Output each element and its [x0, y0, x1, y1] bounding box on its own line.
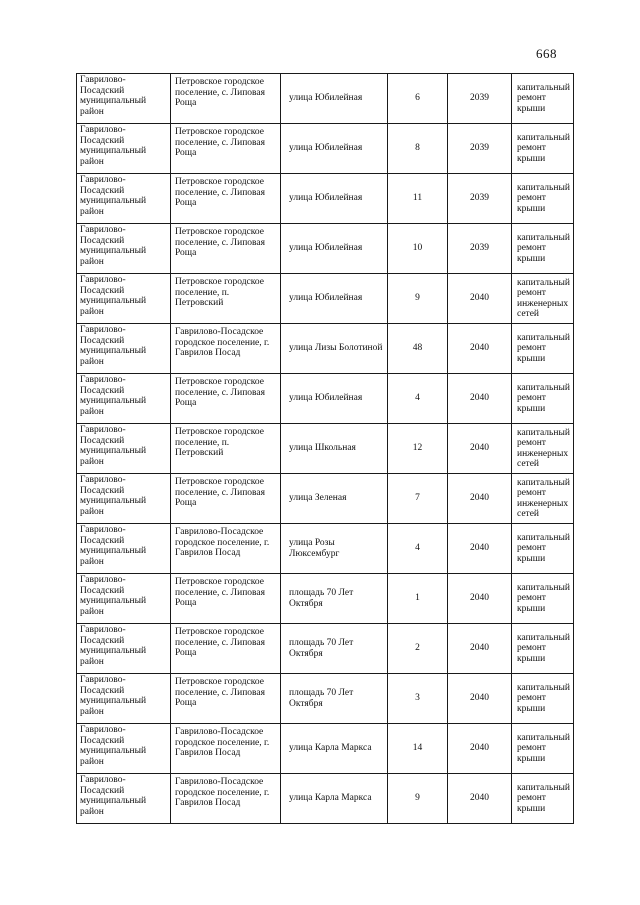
house-number-cell: 14 [388, 724, 448, 774]
district-cell: Гаврилово-Посадский муниципальный район [77, 424, 171, 474]
settlement-cell: Петровское городское поселение, с. Липовая Роща [171, 624, 281, 674]
house-number-cell: 4 [388, 374, 448, 424]
district-cell: Гаврилово-Посадский муниципальный район [77, 324, 171, 374]
district-cell: Гаврилово-Посадский муниципальный район [77, 574, 171, 624]
street-cell: улица Юбилейная [281, 174, 388, 224]
settlement-cell: Гаврилово-Посадское городское поселение, г. Гаврилов Посад [171, 724, 281, 774]
district-cell: Гаврилово-Посадский муниципальный район [77, 774, 171, 824]
street-cell: площадь 70 Лет Октября [281, 674, 388, 724]
settlement-cell: Петровское городское поселение, с. Липовая Роща [171, 124, 281, 174]
house-number-cell: 8 [388, 124, 448, 174]
year-cell: 2040 [448, 524, 512, 574]
house-number-cell: 48 [388, 324, 448, 374]
work-type-cell: капитальный ремонт крыши [512, 224, 574, 274]
work-type-cell: капитальный ремонт крыши [512, 724, 574, 774]
settlement-cell: Петровское городское поселение, с. Липовая Роща [171, 374, 281, 424]
table-row [77, 374, 574, 424]
year-cell: 2040 [448, 574, 512, 624]
settlement-cell: Гаврилово-Посадское городское поселение, г. Гаврилов Посад [171, 524, 281, 574]
work-type-cell: капитальный ремонт крыши [512, 324, 574, 374]
year-cell: 2040 [448, 374, 512, 424]
district-cell: Гаврилово-Посадский муниципальный район [77, 624, 171, 674]
work-type-cell: капитальный ремонт крыши [512, 524, 574, 574]
house-number-cell: 3 [388, 674, 448, 724]
table-row [77, 774, 574, 824]
housing-repair-table [76, 73, 574, 824]
table-row [77, 624, 574, 674]
house-number-cell: 12 [388, 424, 448, 474]
year-cell: 2039 [448, 174, 512, 224]
year-cell: 2040 [448, 274, 512, 324]
settlement-cell: Петровское городское поселение, с. Липовая Роща [171, 74, 281, 124]
street-cell: улица Розы Люксембург [281, 524, 388, 574]
work-type-cell: капитальный ремонт инженерных сетей [512, 274, 574, 324]
district-cell: Гаврилово-Посадский муниципальный район [77, 724, 171, 774]
settlement-cell: Гаврилово-Посадское городское поселение, г. Гаврилов Посад [171, 774, 281, 824]
settlement-cell: Петровское городское поселение, с. Липовая Роща [171, 574, 281, 624]
table-row [77, 74, 574, 124]
settlement-cell: Петровское городское поселение, с. Липовая Роща [171, 174, 281, 224]
table-row [77, 424, 574, 474]
settlement-cell: Петровское городское поселение, п. Петровский [171, 424, 281, 474]
settlement-cell: Гаврилово-Посадское городское поселение, г. Гаврилов Посад [171, 324, 281, 374]
settlement-cell: Петровское городское поселение, с. Липовая Роща [171, 474, 281, 524]
work-type-cell: капитальный ремонт крыши [512, 374, 574, 424]
year-cell: 2039 [448, 124, 512, 174]
work-type-cell: капитальный ремонт крыши [512, 74, 574, 124]
street-cell: улица Зеленая [281, 474, 388, 524]
year-cell: 2040 [448, 624, 512, 674]
street-cell: улица Карла Маркса [281, 724, 388, 774]
settlement-cell: Петровское городское поселение, с. Липовая Роща [171, 224, 281, 274]
year-cell: 2040 [448, 724, 512, 774]
work-type-cell: капитальный ремонт крыши [512, 624, 574, 674]
page-number: 668 [536, 46, 557, 61]
street-cell: улица Школьная [281, 424, 388, 474]
work-type-cell: капитальный ремонт крыши [512, 124, 574, 174]
street-cell: площадь 70 Лет Октября [281, 624, 388, 674]
table-row [77, 574, 574, 624]
table-row [77, 124, 574, 174]
district-cell: Гаврилово-Посадский муниципальный район [77, 674, 171, 724]
house-number-cell: 9 [388, 274, 448, 324]
house-number-cell: 4 [388, 524, 448, 574]
street-cell: улица Юбилейная [281, 374, 388, 424]
table-row [77, 474, 574, 524]
street-cell: улица Карла Маркса [281, 774, 388, 824]
work-type-cell: капитальный ремонт крыши [512, 574, 574, 624]
street-cell: улица Юбилейная [281, 274, 388, 324]
district-cell: Гаврилово-Посадский муниципальный район [77, 374, 171, 424]
house-number-cell: 9 [388, 774, 448, 824]
street-cell: улица Юбилейная [281, 74, 388, 124]
table-row [77, 274, 574, 324]
house-number-cell: 11 [388, 174, 448, 224]
year-cell: 2040 [448, 474, 512, 524]
settlement-cell: Петровское городское поселение, п. Петровский [171, 274, 281, 324]
work-type-cell: капитальный ремонт инженерных сетей [512, 474, 574, 524]
street-cell: улица Юбилейная [281, 124, 388, 174]
district-cell: Гаврилово-Посадский муниципальный район [77, 124, 171, 174]
year-cell: 2039 [448, 74, 512, 124]
settlement-cell: Петровское городское поселение, с. Липовая Роща [171, 674, 281, 724]
house-number-cell: 6 [388, 74, 448, 124]
work-type-cell: капитальный ремонт инженерных сетей [512, 424, 574, 474]
house-number-cell: 2 [388, 624, 448, 674]
district-cell: Гаврилово-Посадский муниципальный район [77, 74, 171, 124]
work-type-cell: капитальный ремонт крыши [512, 174, 574, 224]
year-cell: 2040 [448, 324, 512, 374]
district-cell: Гаврилово-Посадский муниципальный район [77, 474, 171, 524]
year-cell: 2040 [448, 774, 512, 824]
table-row [77, 524, 574, 574]
house-number-cell: 1 [388, 574, 448, 624]
year-cell: 2040 [448, 674, 512, 724]
district-cell: Гаврилово-Посадский муниципальный район [77, 224, 171, 274]
district-cell: Гаврилово-Посадский муниципальный район [77, 174, 171, 224]
table-row [77, 724, 574, 774]
street-cell: площадь 70 Лет Октября [281, 574, 388, 624]
year-cell: 2039 [448, 224, 512, 274]
house-number-cell: 10 [388, 224, 448, 274]
table-row [77, 324, 574, 374]
work-type-cell: капитальный ремонт крыши [512, 774, 574, 824]
work-type-cell: капитальный ремонт крыши [512, 674, 574, 724]
district-cell: Гаврилово-Посадский муниципальный район [77, 524, 171, 574]
district-cell: Гаврилово-Посадский муниципальный район [77, 274, 171, 324]
table-row [77, 174, 574, 224]
table-row [77, 224, 574, 274]
street-cell: улица Юбилейная [281, 224, 388, 274]
year-cell: 2040 [448, 424, 512, 474]
house-number-cell: 7 [388, 474, 448, 524]
table-row [77, 674, 574, 724]
street-cell: улица Лизы Болотиной [281, 324, 388, 374]
